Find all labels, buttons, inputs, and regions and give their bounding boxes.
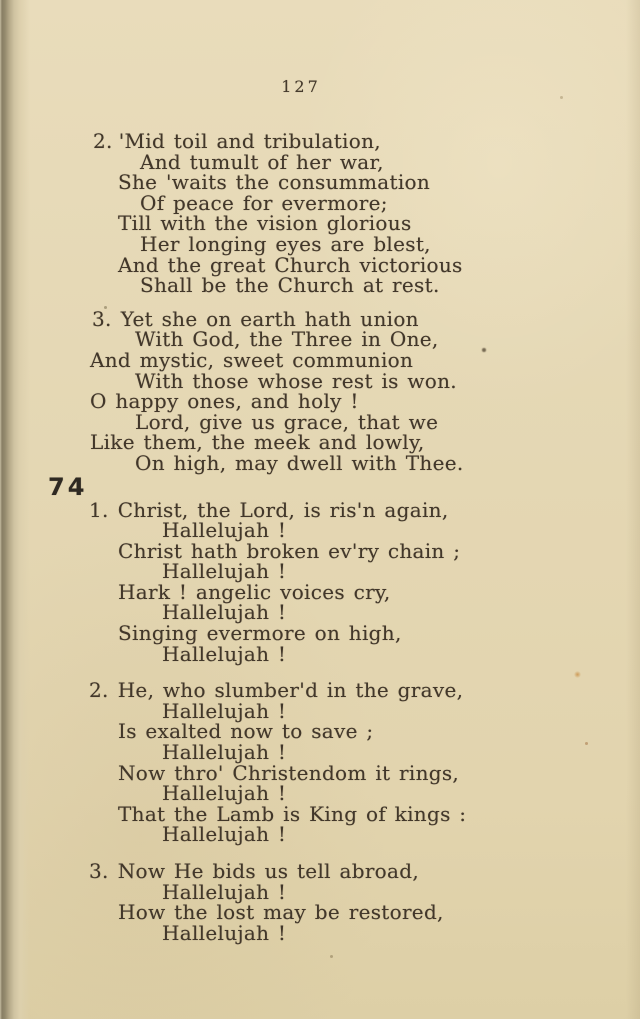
verse bbox=[78, 680, 608, 845]
verse-line-text: Yet she on earth hath union bbox=[120, 306, 419, 331]
verse-line-text: He, who slumber'd in the grave, bbox=[117, 678, 464, 703]
verse-number: 2. bbox=[93, 129, 113, 153]
verse-line: With God, the Three in One, bbox=[135, 327, 439, 352]
refrain-line: Hallelujah ! bbox=[162, 740, 287, 765]
refrain-line: Hallelujah ! bbox=[162, 920, 287, 945]
verse-line: On high, may dwell with Thee. bbox=[135, 450, 464, 475]
verse bbox=[78, 131, 608, 296]
verse-number: 3. bbox=[89, 859, 109, 883]
verse-line: O happy ones, and holy ! bbox=[90, 389, 359, 414]
verse-line bbox=[89, 680, 608, 701]
verse-number: 2. bbox=[89, 678, 109, 703]
verse-line-text: 'Mid toil and tribulation, bbox=[118, 129, 381, 153]
verse bbox=[78, 497, 608, 666]
verse-line: And mystic, sweet communion bbox=[90, 347, 414, 372]
verse-line: With those whose rest is won. bbox=[135, 368, 457, 393]
verse-line: Lord, give us grace, that we bbox=[135, 409, 439, 434]
page-edge-shadow bbox=[0, 0, 30, 1019]
page-number: 127 bbox=[281, 77, 321, 96]
verse-line-text: Now He bids us tell abroad, bbox=[117, 859, 420, 883]
verse-line bbox=[89, 861, 608, 882]
refrain-line: Hallelujah ! bbox=[162, 781, 287, 806]
refrain-line: Hallelujah ! bbox=[162, 641, 287, 666]
verse-line bbox=[93, 131, 608, 152]
refrain-line: Hallelujah ! bbox=[162, 518, 287, 543]
verse-line: Like them, the meek and lowly, bbox=[90, 430, 425, 455]
paper-speck bbox=[574, 671, 581, 678]
refrain-line: Hallelujah ! bbox=[162, 822, 287, 847]
verse-number: 3. bbox=[92, 306, 112, 331]
verse-line: Shall be the Church at rest. bbox=[140, 273, 440, 298]
verse-line: Is exalted now to save ; bbox=[118, 719, 374, 744]
verse-line: Christ hath broken ev'ry chain ; bbox=[118, 538, 461, 563]
refrain-line: Hallelujah ! bbox=[162, 698, 287, 723]
verse bbox=[78, 861, 608, 943]
verse-line: Hark ! angelic voices cry, bbox=[118, 579, 391, 604]
paper-speck bbox=[104, 306, 107, 309]
verse-line: Of peace for evermore; bbox=[140, 190, 388, 215]
verse-line: Now thro' Christendom it rings, bbox=[118, 760, 460, 785]
page-content bbox=[48, 131, 608, 943]
refrain-line: Hallelujah ! bbox=[162, 559, 287, 584]
refrain-line: Hallelujah ! bbox=[162, 879, 287, 904]
paper-speck bbox=[560, 96, 563, 99]
verse-line bbox=[92, 306, 608, 331]
verse-line: Singing evermore on high, bbox=[118, 621, 402, 646]
verse-line-text: Christ, the Lord, is ris'n again, bbox=[117, 497, 449, 522]
verse-line: She 'waits the consummation bbox=[118, 170, 431, 195]
verse bbox=[78, 306, 608, 475]
paper-speck bbox=[330, 955, 333, 958]
verse-line: And the great Church victorious bbox=[118, 252, 463, 277]
hymn-number: 74 bbox=[48, 472, 88, 501]
verse-line: Till with the vision glorious bbox=[118, 211, 412, 236]
refrain-line: Hallelujah ! bbox=[162, 600, 287, 625]
verse-line: How the lost may be restored, bbox=[118, 900, 444, 925]
verse-line bbox=[89, 497, 608, 522]
paper-speck bbox=[585, 742, 588, 745]
verse-line: That the Lamb is King of kings : bbox=[118, 801, 467, 826]
paper-speck bbox=[482, 348, 486, 352]
verse-line: Her longing eyes are blest, bbox=[140, 231, 431, 256]
verse-number: 1. bbox=[89, 497, 109, 522]
verse-line: And tumult of her war, bbox=[140, 149, 384, 174]
